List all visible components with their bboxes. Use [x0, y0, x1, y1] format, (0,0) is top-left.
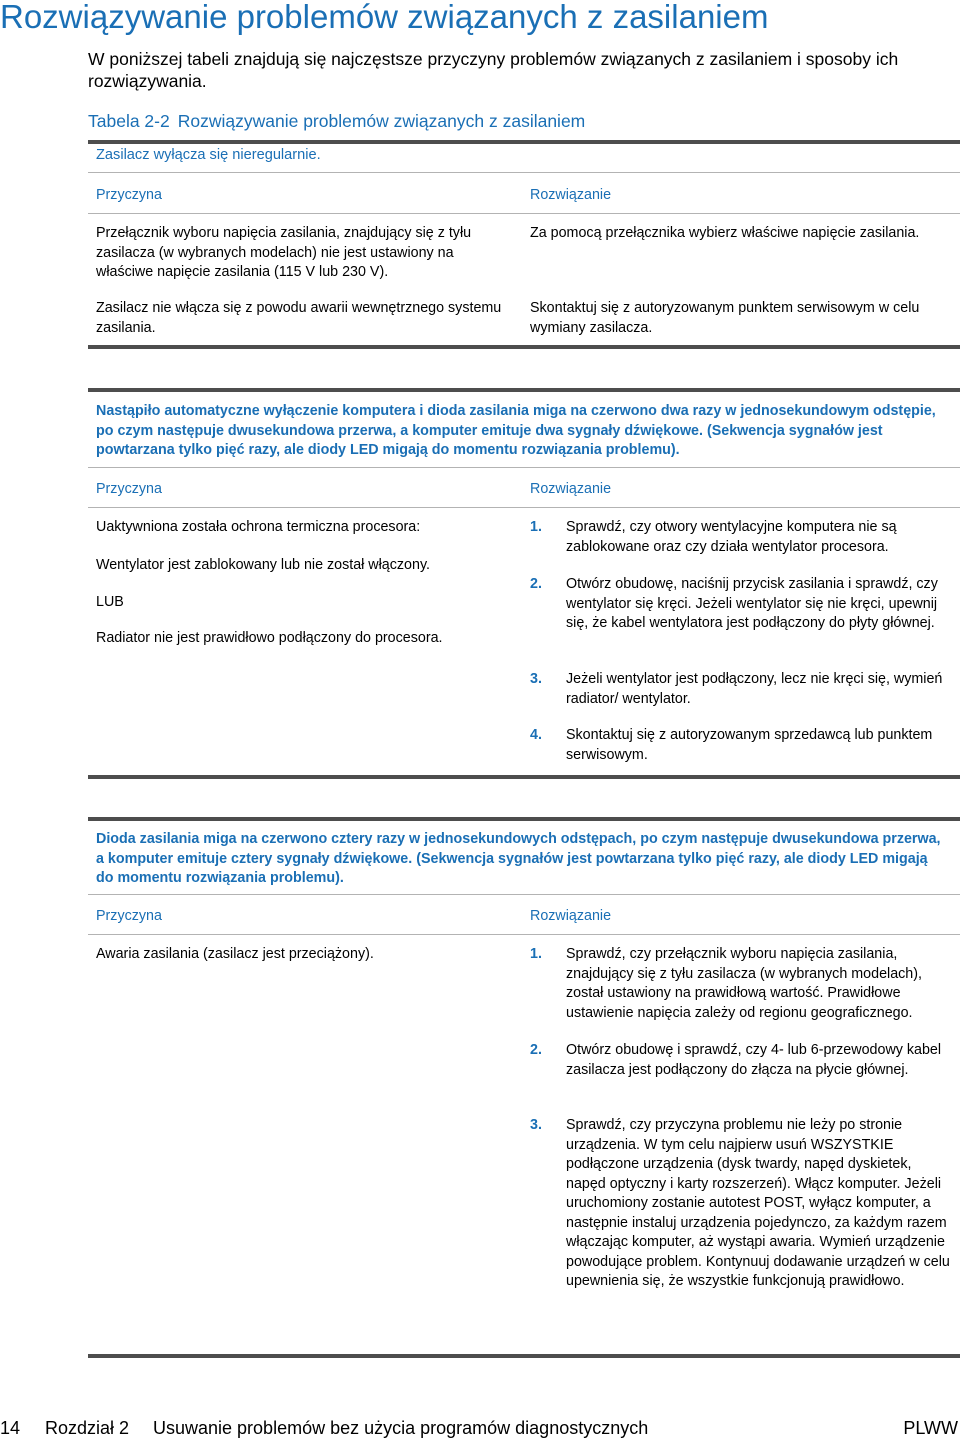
divider [88, 467, 960, 468]
step-text: Sprawdź, czy przełącznik wyboru napięcia zasilania, znajdujący się z tyłu zasilacza (w wybranych modelach), został ustawiony na prawidłową wartość. Prawidłowe ustawienie napięcia zależy od regionu geograficznego. [566, 946, 922, 1021]
solution-step [530, 575, 955, 634]
cause-text: Awaria zasilania (zasilacz jest przeciążony). [96, 946, 374, 962]
section-bottom-rule [88, 775, 960, 779]
divider [88, 894, 960, 895]
divider [88, 172, 960, 173]
solution-step [530, 1041, 955, 1080]
solution-header: Rozwiązanie [530, 908, 612, 924]
brand-code: PLWW [903, 1418, 958, 1438]
divider [88, 934, 960, 935]
step-text: Sprawdź, czy otwory wentylacyjne komputera nie są zablokowane oraz czy działa wentylator procesora. [566, 519, 897, 555]
intro-paragraph: W poniższej tabeli znajdują się najczęstsze przyczyny problemów związanych z zasilaniem i sposoby ich rozwiązywania. [88, 49, 899, 91]
solution-step [530, 945, 955, 1023]
solution-step [530, 1116, 955, 1292]
step-text: Sprawdź, czy przyczyna problemu nie leży po stronie urządzenia. W tym celu najpierw usuń WSZYSTKIE podłączone urządzenia (dysk twardy, napęd dyskietek, napęd optyczny i karty rozszerzeń). Włącz komputer. Jeżeli uruchomiony zostanie autotest POST, wyłącz komputer, a następnie instaluj urządzenia pojedynczo, za każdym razem włączając komputer, aż wystąpi awaria. Wymień urządzenie powodujące problem. Kontynuuj dodawanie urządzeń w celu upewnienia się, że wszystkie funkcjonują prawidłowo. [566, 1117, 950, 1289]
section-top-rule [88, 817, 960, 821]
section-bottom-rule [88, 345, 960, 349]
section-bottom-rule [88, 1354, 960, 1358]
step-number: 4. [530, 727, 542, 743]
step-number: 2. [530, 576, 542, 592]
cause-text: Wentylator jest zablokowany lub nie został włączony. [96, 557, 431, 573]
chapter-label: Rozdział 2 [45, 1418, 130, 1438]
section-1-title: Zasilacz wyłącza się nieregularnie. [96, 147, 321, 163]
table-label: Tabela 2-2 [88, 111, 170, 131]
step-number: 1. [530, 519, 542, 535]
divider [88, 507, 960, 508]
page-footer [0, 1418, 960, 1442]
cause-text: Przełącznik wyboru napięcia zasilania, znajdujący się z tyłu zasilacza (w wybranych modelach) nie jest ustawiony na właściwe napięcie zasilania (115 V lub 230 V). [96, 225, 472, 280]
solution-step [530, 518, 955, 557]
solution-header: Rozwiązanie [530, 187, 612, 203]
cause-text: Uaktywniona została ochrona termiczna procesora: [96, 519, 421, 535]
table-caption [88, 111, 585, 132]
cause-header: Przyczyna [96, 908, 162, 924]
step-number: 3. [530, 671, 542, 687]
solution-step [530, 726, 955, 765]
solution-text: Skontaktuj się z autoryzowanym punktem serwisowym w celu wymiany zasilacza. [530, 300, 920, 336]
step-text: Otwórz obudowę, naciśnij przycisk zasilania i sprawdź, czy wentylator się kręci. Jeżeli wentylator się nie kręci, upewnij się, że kabel wentylatora jest podłączony do płyty głównej. [566, 576, 938, 631]
solution-header: Rozwiązanie [530, 481, 612, 497]
chapter-title: Usuwanie problemów bez użycia programów diagnostycznych [153, 1418, 649, 1438]
cause-text: LUB [96, 594, 124, 610]
divider [88, 213, 960, 214]
step-number: 2. [530, 1042, 542, 1058]
section-2-title: Nastąpiło automatyczne wyłączenie komputera i dioda zasilania miga na czerwono dwa razy w jednosekundowym odstępie, po czym następuje dwusekundowa przerwa, a komputer emituje dwa sygnały dźwiękowe. (Sekwencja sygnałów jest powtarzana tylko pięć razy, ale diody LED migają do momentu rozwiązania problemu). [96, 403, 936, 458]
table-top-rule [88, 140, 960, 144]
cause-header: Przyczyna [96, 481, 162, 497]
page-number: 14 [0, 1418, 21, 1438]
step-text: Jeżeli wentylator jest podłączony, lecz nie kręci się, wymień radiator/ wentylator. [566, 671, 943, 707]
section-top-rule [88, 388, 960, 392]
step-text: Otwórz obudowę i sprawdź, czy 4- lub 6-przewodowy kabel zasilacza jest podłączony do złącza na płycie głównej. [566, 1042, 942, 1078]
step-text: Skontaktuj się z autoryzowanym sprzedawcą lub punktem serwisowym. [566, 727, 933, 763]
solution-text: Za pomocą przełącznika wybierz właściwe napięcie zasilania. [530, 225, 920, 241]
section-3-title: Dioda zasilania miga na czerwono cztery razy w jednosekundowych odstępach, po czym następuje dwusekundowa przerwa, a komputer emituje cztery sygnały dźwiękowe. (Sekwencja sygnałów jest powtarzana tylko pięć razy, ale diody LED migają do momentu rozwiązania problemu). [96, 831, 941, 886]
solution-step [530, 670, 955, 709]
cause-header: Przyczyna [96, 187, 162, 203]
step-number: 1. [530, 946, 542, 962]
cause-text: Zasilacz nie włącza się z powodu awarii wewnętrznego systemu zasilania. [96, 300, 502, 336]
page-title: Rozwiązywanie problemów związanych z zasilaniem [0, 0, 769, 35]
cause-text: Radiator nie jest prawidłowo podłączony do procesora. [96, 630, 443, 646]
step-number: 3. [530, 1117, 542, 1133]
table-title: Rozwiązywanie problemów związanych z zasilaniem [177, 111, 586, 131]
